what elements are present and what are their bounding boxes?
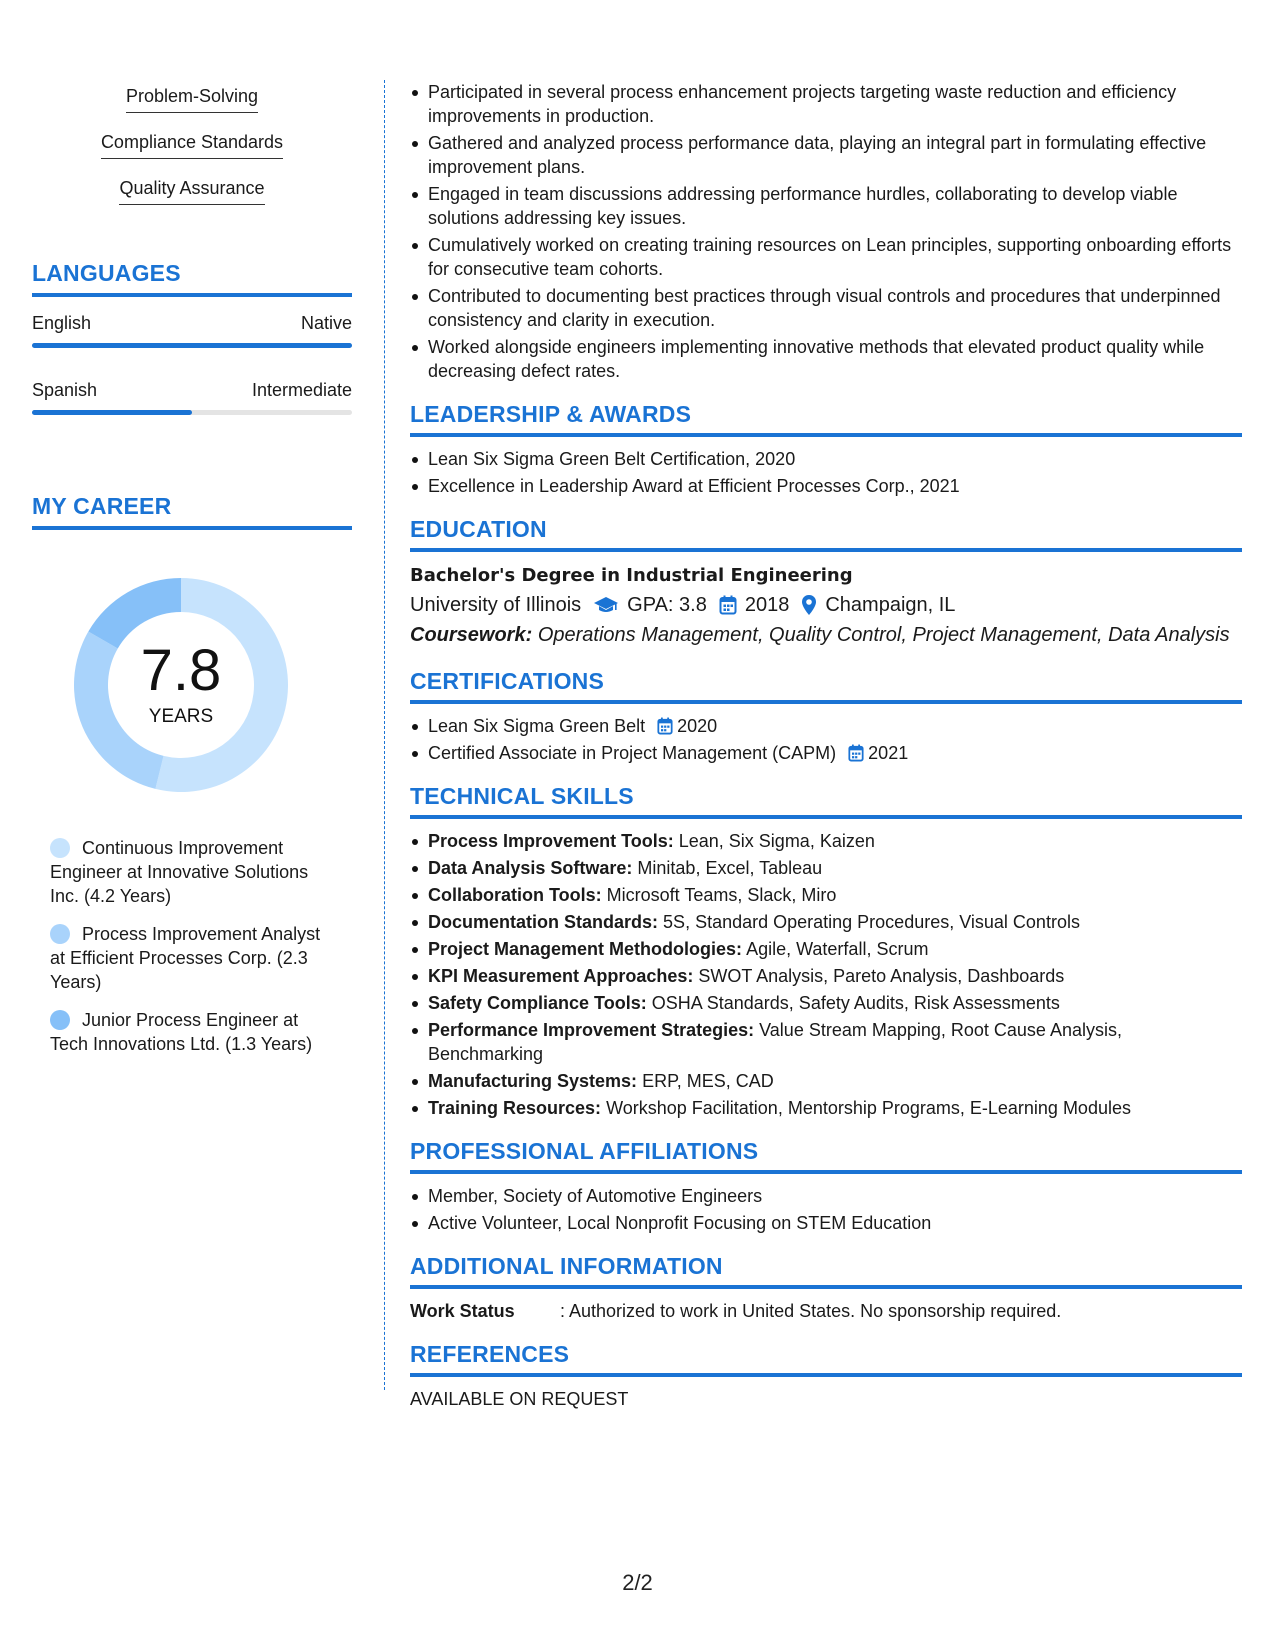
tech-skill-label: Process Improvement Tools: <box>428 831 674 851</box>
additional-info-heading: ADDITIONAL INFORMATION <box>410 1253 1242 1289</box>
skill-tag: Compliance Standards <box>101 130 283 159</box>
school-name: University of Illinois <box>410 594 582 616</box>
references-heading: REFERENCES <box>410 1341 1242 1377</box>
language-level: Intermediate <box>251 380 352 400</box>
tech-skill-item <box>410 856 1242 880</box>
experience-bullet: Cumulatively worked on creating training resources on Lean principles, supporting onboarding efforts for consecutive team cohorts. <box>410 233 1242 281</box>
tech-skill-label: Safety Compliance Tools: <box>428 993 647 1013</box>
skill-tag: Quality Assurance <box>119 176 264 205</box>
certification-item <box>410 741 1242 765</box>
certification-name: Certified Associate in Project Management (CAPM) <box>428 743 837 763</box>
languages-heading: LANGUAGES <box>32 260 352 297</box>
education-details <box>410 590 1242 620</box>
leadership-item: Lean Six Sigma Green Belt Certification, 2020 <box>410 447 1242 471</box>
tech-skill-item <box>410 829 1242 853</box>
tech-skill-value: ERP, MES, CAD <box>642 1071 774 1091</box>
degree-title: Bachelor's Degree in Industrial Engineering <box>410 565 853 586</box>
tech-skill-value: Agile, Waterfall, Scrum <box>746 939 929 959</box>
school-location: Champaign, IL <box>825 594 956 616</box>
leadership-heading: LEADERSHIP & AWARDS <box>410 401 1242 437</box>
tech-skill-value: Minitab, Excel, Tableau <box>637 858 823 878</box>
tech-skill-label: Training Resources: <box>428 1098 602 1118</box>
tech-skill-value: Lean, Six Sigma, Kaizen <box>678 831 875 851</box>
tech-skill-value: Workshop Facilitation, Mentorship Programs, E-Learning Modules <box>606 1098 1131 1118</box>
tech-skill-item <box>410 937 1242 961</box>
language-bar-fill <box>32 343 352 348</box>
tech-skill-label: Project Management Methodologies: <box>428 939 743 959</box>
language-name: Spanish <box>32 380 98 400</box>
calendar-icon <box>657 717 673 735</box>
technical-skills-heading: TECHNICAL SKILLS <box>410 783 1242 819</box>
career-total-years: 7.8 <box>140 638 222 703</box>
tech-skill-value: OSHA Standards, Safety Audits, Risk Assessments <box>651 993 1060 1013</box>
tech-skill-label: KPI Measurement Approaches: <box>428 966 694 986</box>
experience-bullet: Engaged in team discussions addressing performance hurdles, collaborating to develop viable solutions addressing key issues. <box>410 182 1242 230</box>
language-row <box>32 311 352 348</box>
affiliation-item: Member, Society of Automotive Engineers <box>410 1184 1242 1208</box>
tech-skill-item <box>410 1018 1242 1066</box>
experience-bullet: Gathered and analyzed process performance data, playing an integral part in formulating effective improvement plans. <box>410 131 1242 179</box>
map-pin-icon <box>801 594 817 616</box>
career-legend <box>50 836 340 1056</box>
graduation-year: 2018 <box>744 594 790 616</box>
right-column <box>410 80 1242 1411</box>
skill-tags <box>32 84 352 222</box>
calendar-icon <box>719 595 737 615</box>
certification-year: 2020 <box>677 716 718 736</box>
language-bar-fill <box>32 410 192 415</box>
work-status-label: Work Status <box>410 1301 515 1321</box>
tech-skill-label: Manufacturing Systems: <box>428 1071 638 1091</box>
language-bar <box>32 410 352 415</box>
coursework <box>410 620 1242 650</box>
legend-label: Continuous Improvement Engineer at Innovative Solutions Inc. (4.2 Years) <box>50 838 309 906</box>
language-row <box>32 378 352 415</box>
skill-tag: Problem-Solving <box>126 84 258 113</box>
tech-skill-item <box>410 1069 1242 1093</box>
column-divider <box>384 80 385 1390</box>
work-status-value: : Authorized to work in United States. No sponsorship required. <box>560 1301 1062 1321</box>
tech-skill-value: Microsoft Teams, Slack, Miro <box>606 885 837 905</box>
tech-skill-label: Data Analysis Software: <box>428 858 633 878</box>
tech-skill-item <box>410 991 1242 1015</box>
graduation-cap-icon <box>593 595 619 615</box>
affiliation-item: Active Volunteer, Local Nonprofit Focusing on STEM Education <box>410 1211 1242 1235</box>
certifications-heading: CERTIFICATIONS <box>410 668 1242 704</box>
career-total-unit: YEARS <box>148 706 214 727</box>
legend-dot <box>50 1010 70 1030</box>
certification-year: 2021 <box>868 743 909 763</box>
page-number: 2/2 <box>622 1570 653 1595</box>
technical-skills-list <box>410 829 1242 1120</box>
affiliations-list <box>410 1184 1242 1235</box>
career-heading: MY CAREER <box>32 493 352 530</box>
tech-skill-label: Documentation Standards: <box>428 912 659 932</box>
tech-skill-label: Collaboration Tools: <box>428 885 602 905</box>
education-heading: EDUCATION <box>410 516 1242 552</box>
experience-bullet: Contributed to documenting best practices through visual controls and procedures that underpinned consistency and clarity in execution. <box>410 284 1242 332</box>
legend-item <box>50 1008 340 1056</box>
left-column <box>32 84 352 1070</box>
language-bar <box>32 343 352 348</box>
gpa: GPA: 3.8 <box>627 594 707 616</box>
calendar-icon <box>848 744 864 762</box>
legend-label: Junior Process Engineer at Tech Innovations Ltd. (1.3 Years) <box>50 1010 313 1054</box>
experience-bullets <box>410 80 1242 383</box>
career-donut-chart <box>66 570 296 800</box>
tech-skill-item <box>410 883 1242 907</box>
legend-item <box>50 836 340 908</box>
references-text: AVAILABLE ON REQUEST <box>410 1389 629 1409</box>
donut-center <box>66 570 296 800</box>
coursework-label: Coursework: <box>410 624 533 646</box>
legend-dot <box>50 838 70 858</box>
tech-skill-value: SWOT Analysis, Pareto Analysis, Dashboards <box>698 966 1065 986</box>
language-name: English <box>32 313 92 333</box>
certifications-list <box>410 714 1242 765</box>
leadership-item: Excellence in Leadership Award at Efficient Processes Corp., 2021 <box>410 474 1242 498</box>
certification-name: Lean Six Sigma Green Belt <box>428 716 646 736</box>
language-level: Native <box>300 313 352 333</box>
legend-item <box>50 922 340 994</box>
tech-skill-item <box>410 910 1242 934</box>
legend-label: Process Improvement Analyst at Efficient Processes Corp. (2.3 Years) <box>50 924 321 992</box>
tech-skill-item <box>410 964 1242 988</box>
tech-skill-label: Performance Improvement Strategies: <box>428 1020 755 1040</box>
experience-bullet: Participated in several process enhancement projects targeting waste reduction and efficiency improvements in production. <box>410 80 1242 128</box>
affiliations-heading: PROFESSIONAL AFFILIATIONS <box>410 1138 1242 1174</box>
tech-skill-item <box>410 1096 1242 1120</box>
tech-skill-value: Value Stream Mapping, Root Cause Analysis, Benchmarking <box>428 1020 1122 1064</box>
coursework-value: Operations Management, Quality Control, Project Management, Data Analysis <box>537 624 1230 646</box>
experience-bullet: Worked alongside engineers implementing innovative methods that elevated product quality while decreasing defect rates. <box>410 335 1242 383</box>
certification-item <box>410 714 1242 738</box>
leadership-list <box>410 447 1242 498</box>
legend-dot <box>50 924 70 944</box>
tech-skill-value: 5S, Standard Operating Procedures, Visual Controls <box>663 912 1080 932</box>
work-status-row <box>410 1299 1242 1323</box>
